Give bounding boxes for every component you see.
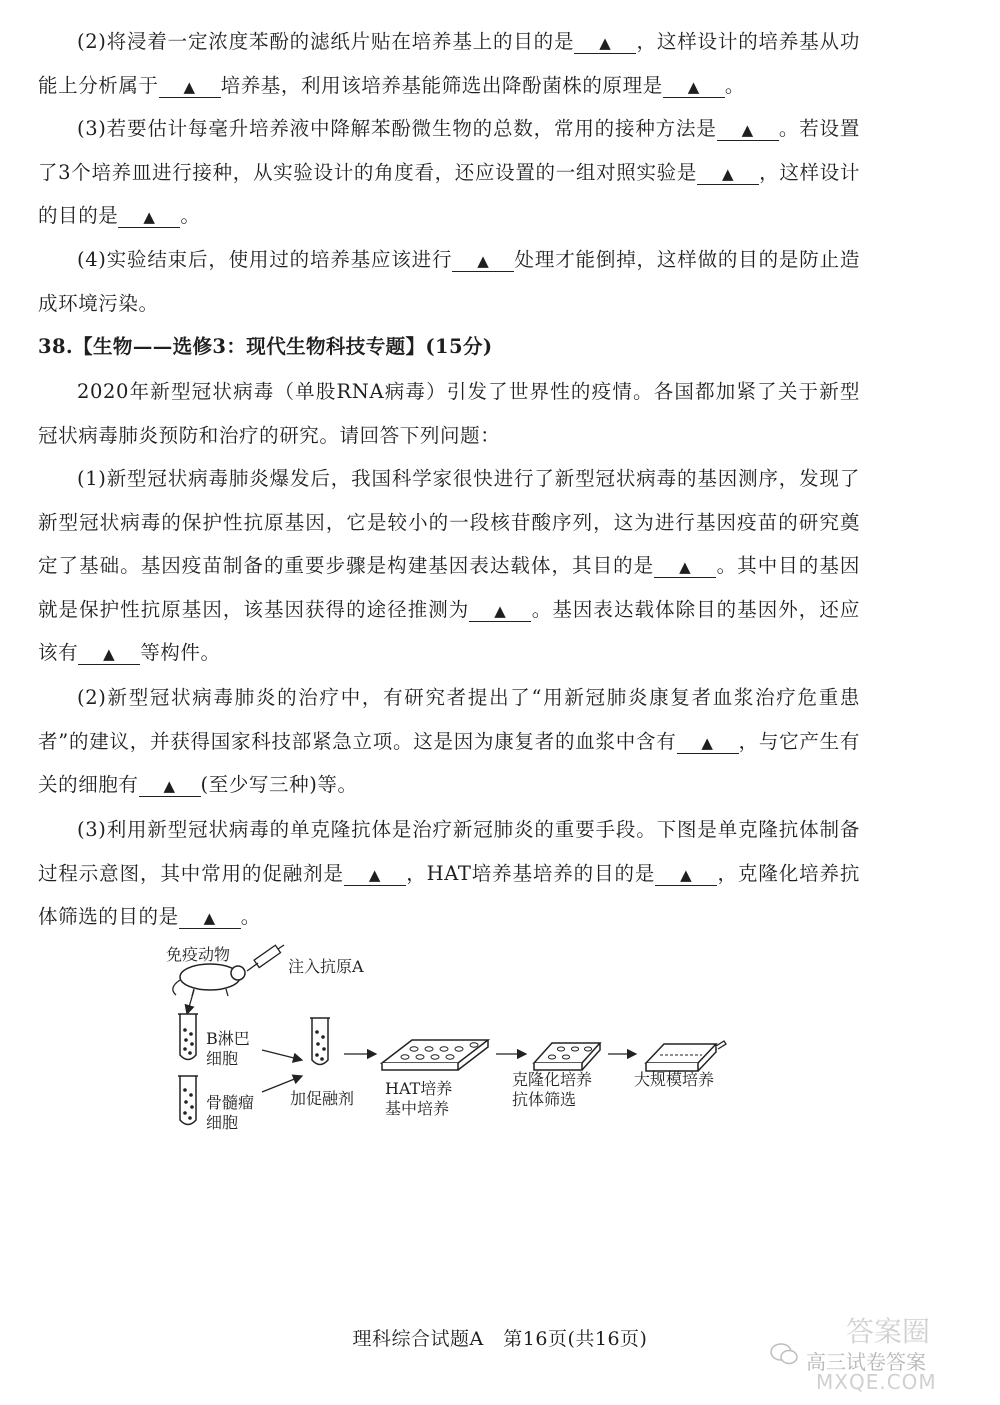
myeloma-label-2: 细胞 [206, 1113, 239, 1132]
answer-blank: ▲ [344, 865, 406, 886]
answer-blank: ▲ [697, 164, 759, 185]
q38-part2: (2)新型冠状病毒肺炎的治疗中，有研究者提出了“用新冠肺炎康复者血浆治疗危重患者”的建议，并获得国家科技部紧急立项。这是因为康复者的血浆中含有 ▲ ，与它产生有关的细胞有 ▲ (至少写三种)等。 [38, 686, 861, 797]
inject-antigen-label: 注入抗原A [288, 957, 364, 976]
answer-blank: ▲ [179, 908, 241, 929]
clone-label-2: 抗体筛选 [512, 1090, 577, 1109]
q37-part4: (4)实验结束后，使用过的培养基应该进行 ▲ 处理才能倒掉，这样做的目的是防止造成环境污染。 [38, 248, 860, 315]
b-lymphocyte-tube [178, 1014, 198, 1060]
q38-intro: 2020年新型冠状病毒（单股RNA病毒）引发了世界性的疫情。各国都加紧了关于新型冠状病毒肺炎预防和治疗的研究。请回答下列问题： [38, 380, 860, 447]
q37-part2: (2)将浸着一定浓度苯酚的滤纸片贴在培养基上的目的是 ▲ ，这样设计的培养基从功能上分析属于 ▲ 培养基，利用该培养基能筛选出降酚菌株的原理是 ▲ 。 [38, 30, 860, 97]
q37-part3: (3)若要估计每毫升培养液中降解苯酚微生物的总数，常用的接种方法是 ▲ 。若设置了3个培养皿进行接种，从实验设计的角度看，还应设置的一组对照实验是 ▲ ，这样设计的目的是 ▲ 。 [38, 117, 860, 228]
hat-label-1: HAT培养 [385, 1079, 453, 1098]
hat-culture-plate [382, 1040, 488, 1070]
immunized-animal-label: 免疫动物 [166, 945, 231, 964]
myeloma-label-1: 骨髓瘤 [206, 1093, 255, 1112]
q38-part1: (1)新型冠状病毒肺炎爆发后，我国科学家很快进行了新型冠状病毒的基因测序，发现了新型冠状病毒的保护性抗原基因，它是较小的一段核苷酸序列，这为进行基因疫苗的研究奠定了基础。基因疫苗制备的重要步骤是构建基因表达载体，其目的是 ▲ 。其中目的基因就是保护性抗原基因，该基因获得的途径推测为 ▲ 。基因表达载体除目的基因外，还应该有 ▲ 等构件。 [38, 467, 860, 665]
wechat-icon [770, 1342, 798, 1366]
answer-blank: ▲ [452, 251, 514, 272]
answer-blank: ▲ [654, 557, 716, 578]
answer-blank: ▲ [139, 776, 201, 797]
answer-blank: ▲ [717, 120, 779, 141]
syringe-icon [247, 945, 284, 971]
monoclonal-antibody-diagram [150, 940, 750, 1140]
b-lymphocyte-label-2: 细胞 [206, 1049, 239, 1068]
hat-label-2: 基中培养 [385, 1099, 450, 1118]
fusion-agent-label: 加促融剂 [290, 1089, 355, 1108]
answer-blank: ▲ [663, 77, 725, 98]
mouse-icon [173, 964, 245, 996]
answer-blank: ▲ [118, 207, 180, 228]
answer-blank: ▲ [574, 33, 636, 54]
answer-blank: ▲ [677, 733, 739, 754]
q38-heading: 38.【生物——选修3：现代生物科技专题】(15分) [38, 335, 493, 358]
culture-flask-icon [646, 1041, 726, 1071]
q38-part3: (3)利用新型冠状病毒的单克隆抗体是治疗新冠肺炎的重要手段。下图是单克隆抗体制备过程示意图，其中常用的促融剂是 ▲ ，HAT培养基培养的目的是 ▲ ，克隆化培养抗体筛选的目的是 ▲ 。 [38, 818, 860, 929]
cloning-culture-plate [534, 1043, 600, 1070]
page-footer: 理科综合试题A 第16页(共16页) [352, 1328, 648, 1350]
answer-blank: ▲ [78, 644, 140, 665]
large-scale-culture-label: 大规模培养 [634, 1070, 715, 1089]
clone-label-1: 克隆化培养 [512, 1070, 593, 1089]
fusion-tube [310, 1018, 330, 1065]
b-lymphocyte-label-1: B淋巴 [206, 1029, 250, 1048]
answer-blank: ▲ [655, 865, 717, 886]
myeloma-tube [178, 1076, 198, 1125]
answer-blank: ▲ [159, 77, 221, 98]
answer-blank: ▲ [469, 601, 531, 622]
q37-part2-text: (2)将浸着一定浓度苯酚的滤纸片贴在培养基上的目的是 [77, 30, 575, 53]
site-watermark: 答案圈 高三试卷答案 MXQE.COM [766, 1308, 966, 1398]
